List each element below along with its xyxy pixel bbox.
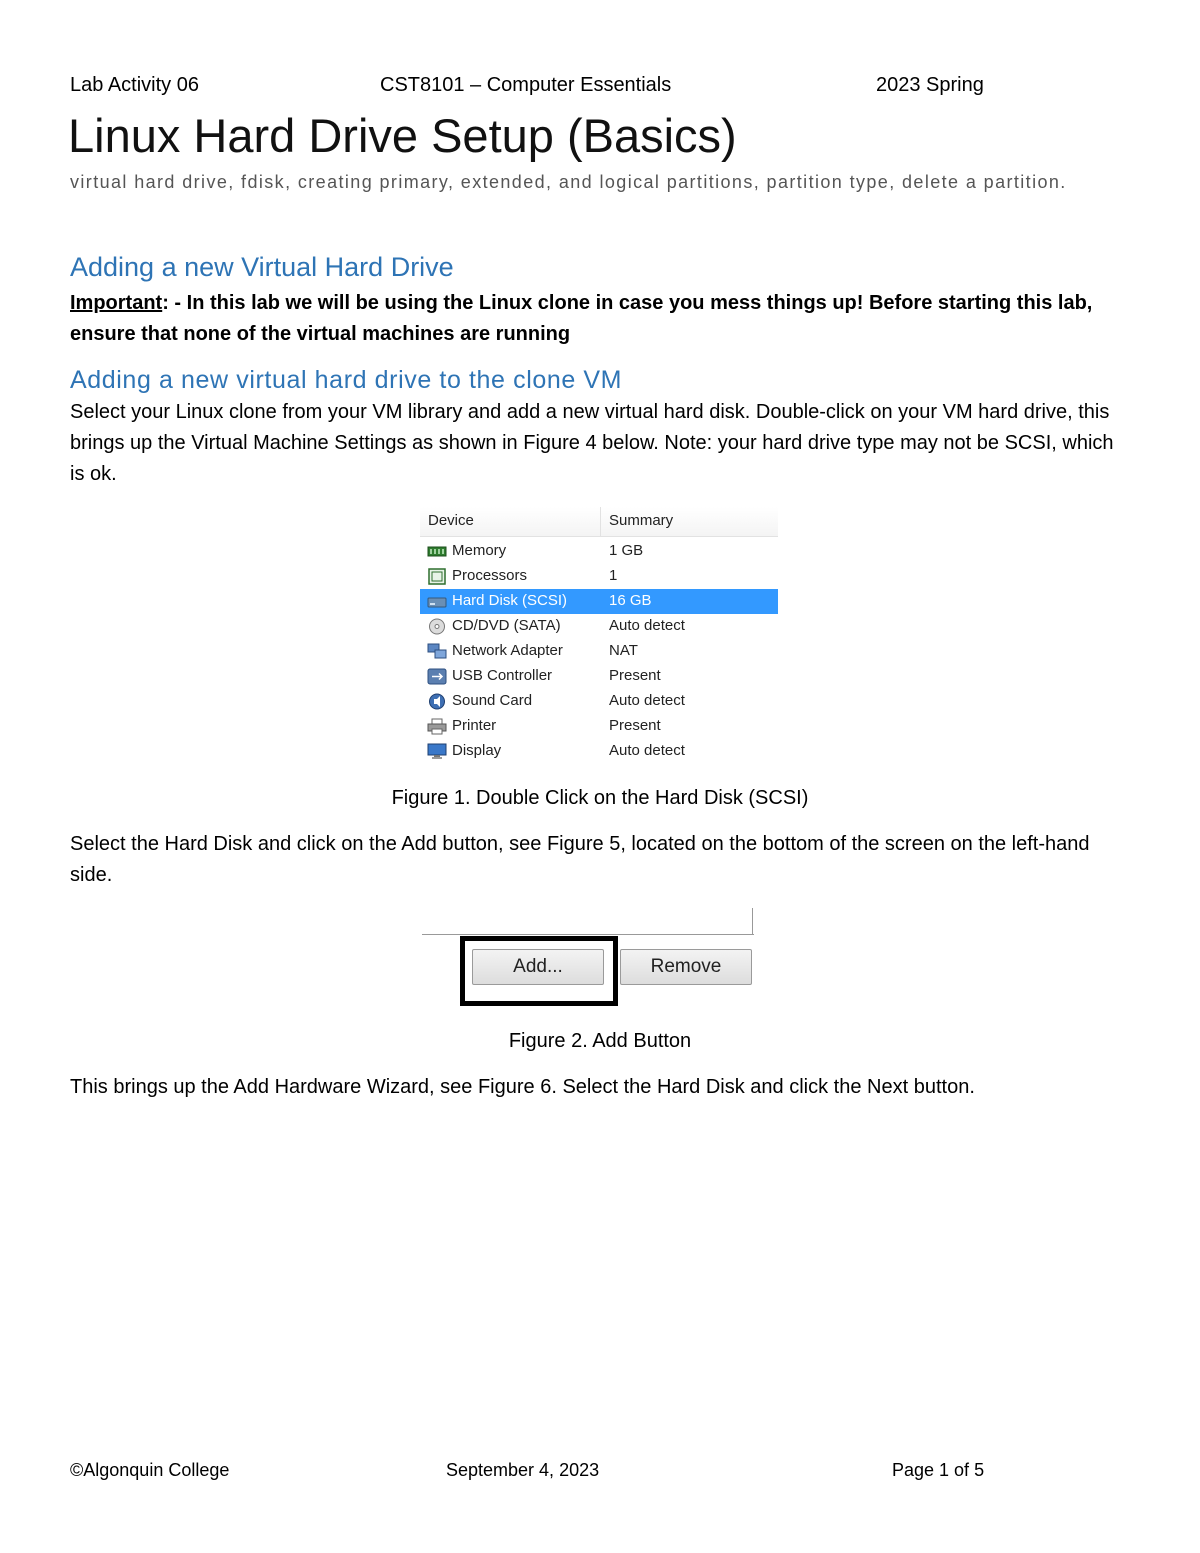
device-row[interactable] [420,589,778,614]
figure-2-caption: Figure 2. Add Button [508,1030,692,1052]
header-course: CST8101 – Computer Essentials [380,74,672,96]
cd-dvd-icon [427,618,447,635]
device-summary: Auto detect [609,617,685,634]
add-button[interactable]: Add... [472,949,604,985]
device-row[interactable] [420,689,778,714]
add-remove-figure [420,905,760,1005]
device-summary: 1 GB [609,542,644,559]
panel-border-vertical [752,908,753,935]
device-summary: Present [609,667,661,684]
important-label: Important [70,292,163,314]
device-name: Hard Disk (SCSI) [452,592,568,609]
device-row[interactable] [420,664,778,689]
device-name: Printer [452,717,497,734]
device-row[interactable] [420,539,778,564]
device-name: USB Controller [452,667,553,684]
remove-button[interactable]: Remove [620,949,752,985]
section-heading-virtual-hard-drive: Adding a new Virtual Hard Drive [70,252,454,282]
memory-icon [427,543,447,560]
device-name: Memory [452,542,507,559]
device-summary: NAT [609,642,638,659]
instruction-paragraph-1: Select your Linux clone from your VM library and add a new virtual hard disk. Double-click on your VM hard drive, this brings up the Virtual Machine Settings as shown in Figure 4 below. Note: your hard drive type may not be SCSI, which is ok. [70,401,1114,485]
panel-border-horizontal [422,934,754,935]
document-title: Linux Hard Drive Setup (Basics) [68,109,737,162]
device-summary: Auto detect [609,692,685,709]
instruction-paragraph-3: This brings up the Add Hardware Wizard, see Figure 6. Select the Hard Disk and click the Next button. [70,1076,975,1098]
device-summary: Auto detect [609,742,685,759]
device-name: Processors [452,567,528,584]
device-row[interactable] [420,714,778,739]
device-summary: 1 [609,567,618,584]
footer-page-number: Page 1 of 5 [892,1460,985,1480]
header-term: 2023 Spring [876,74,984,96]
important-text: : - In this lab we will be using the Linux clone in case you mess things up! Before starting this lab, ensure that none of the virtual machines are running [70,292,1093,345]
processor-icon [427,568,447,585]
column-separator [600,507,601,536]
important-notice [70,288,1130,350]
instruction-paragraph-2: Select the Hard Disk and click on the Add button, see Figure 5, located on the bottom of the screen on the left-hand side. [70,833,1090,886]
device-row[interactable] [420,564,778,589]
device-summary: 16 GB [609,592,652,609]
device-name: Display [452,742,502,759]
display-icon [427,743,447,760]
column-header-device: Device [428,512,474,529]
header-lab-activity: Lab Activity 06 [70,74,199,96]
device-row[interactable] [420,739,778,764]
column-header-summary: Summary [609,512,674,529]
device-settings-table [420,507,778,767]
usb-icon [427,668,447,685]
device-row[interactable] [420,614,778,639]
device-name: Sound Card [452,692,533,709]
device-name: CD/DVD (SATA) [452,617,561,634]
device-summary: Present [609,717,661,734]
footer-copyright: ©Algonquin College [70,1460,230,1480]
printer-icon [427,718,447,735]
figure-1-caption: Figure 1. Double Click on the Hard Disk (SCSI) [391,787,809,809]
network-adapter-icon [427,643,447,660]
device-row[interactable] [420,639,778,664]
footer-date: September 4, 2023 [446,1460,600,1480]
sound-card-icon [427,693,447,710]
document-subtitle: virtual hard drive, fdisk, creating primary, extended, and logical partitions, partition type, delete a partition. [70,172,1067,192]
device-name: Network Adapter [452,642,563,659]
hard-disk-icon [427,593,447,610]
device-table-header [420,507,778,537]
section-heading-clone-vm: Adding a new virtual hard drive to the clone VM [70,366,623,394]
